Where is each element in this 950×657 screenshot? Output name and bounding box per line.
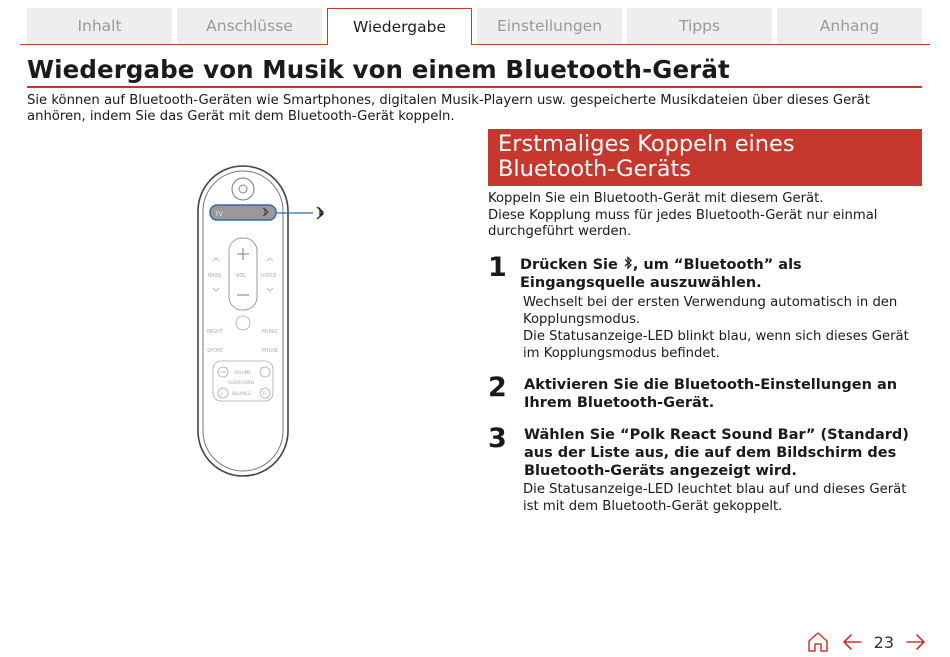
section-heading: Erstmaliges Koppeln eines Bluetooth-Geräts (488, 129, 922, 186)
svg-text:NIGHT: NIGHT (207, 329, 223, 335)
section-intro-line-2: Diese Kopplung muss für jedes Bluetooth-Gerät nur einmal durchgeführt werden. (488, 207, 878, 239)
step-3-title: Wählen Sie “Polk React Sound Bar” (Standard) aus der Liste aus, die auf dem Bildschirm des Bluetooth-Geräts angezeigt wird. (524, 427, 909, 479)
home-icon[interactable] (806, 630, 830, 654)
footer-nav (806, 628, 928, 656)
mute-button (236, 316, 250, 330)
svg-text:SPORT: SPORT (207, 348, 224, 354)
page-title: Wiedergabe von Musik von einem Bluetooth-Gerät (27, 55, 730, 84)
tab-tipps[interactable]: Tipps (627, 8, 772, 44)
page-number: 23 (873, 632, 894, 652)
tab-divider (20, 44, 930, 45)
step-3-body: Die Statusanzeige-LED leuchtet blau auf und dieses Gerät ist mit dem Bluetooth-Gerät gekoppelt. (523, 482, 907, 514)
tab-inhalt[interactable]: Inhalt (27, 8, 172, 44)
section-intro-line-1: Koppeln Sie ein Bluetooth-Gerät mit diesem Gerät. (488, 191, 824, 206)
arrow-left-icon[interactable] (840, 630, 864, 654)
step-2-title: Aktivieren Sie die Bluetooth-Einstellungen an Ihrem Bluetooth-Gerät. (524, 377, 898, 411)
step-1-body-line-1: Wechselt bei der ersten Verwendung automatisch in den Kopplungsmodus. (523, 295, 898, 327)
step-1-title: Drücken Sie , um “Bluetooth” als Eingangsquelle auszuwählen. (520, 257, 802, 291)
svg-text:BASS: BASS (208, 273, 222, 279)
section-intro (488, 191, 918, 241)
tab-einstellungen[interactable]: Einstellungen (477, 8, 622, 44)
arrow-right-icon[interactable] (904, 630, 928, 654)
step-1-number: 1 (488, 252, 507, 283)
remote-illustration (190, 160, 350, 482)
bluetooth-callout-icon (317, 207, 323, 219)
svg-text:MUSIC: MUSIC (262, 329, 279, 335)
tab-anschluesse[interactable]: Anschlüsse (177, 8, 322, 44)
tab-bar (20, 8, 930, 45)
svg-text:R: R (263, 392, 267, 397)
title-rule (27, 86, 922, 88)
svg-text:VOL: VOL (236, 273, 247, 279)
step-2-number: 2 (488, 372, 507, 403)
svg-text:VOICE: VOICE (261, 273, 277, 279)
svg-text:SURROUND: SURROUND (228, 381, 255, 386)
tv-label: TV (215, 211, 223, 218)
step-1-body (523, 295, 921, 362)
svg-text:VOLUME: VOLUME (234, 370, 251, 375)
tab-wiedergabe[interactable]: Wiedergabe (327, 8, 472, 45)
intro-text: Sie können auf Bluetooth-Geräten wie Smartphones, digitalen Musik-Playern usw. gespeicherte Musikdateien über dieses Gerät anhören, indem Sie das Gerät mit dem Bluetooth-Gerät koppeln. (27, 93, 870, 124)
step-3-number: 3 (488, 423, 507, 454)
svg-text:MOVIE: MOVIE (262, 348, 279, 354)
power-button (232, 178, 254, 200)
bluetooth-icon (623, 256, 633, 270)
step-1-body-line-2: Die Statusanzeige-LED blinkt blau, wenn sich dieses Gerät im Kopplungsmodus befindet. (523, 329, 909, 361)
tab-anhang[interactable]: Anhang (777, 8, 922, 44)
svg-text:L: L (221, 392, 224, 397)
svg-text:BALANCE: BALANCE (232, 391, 251, 396)
